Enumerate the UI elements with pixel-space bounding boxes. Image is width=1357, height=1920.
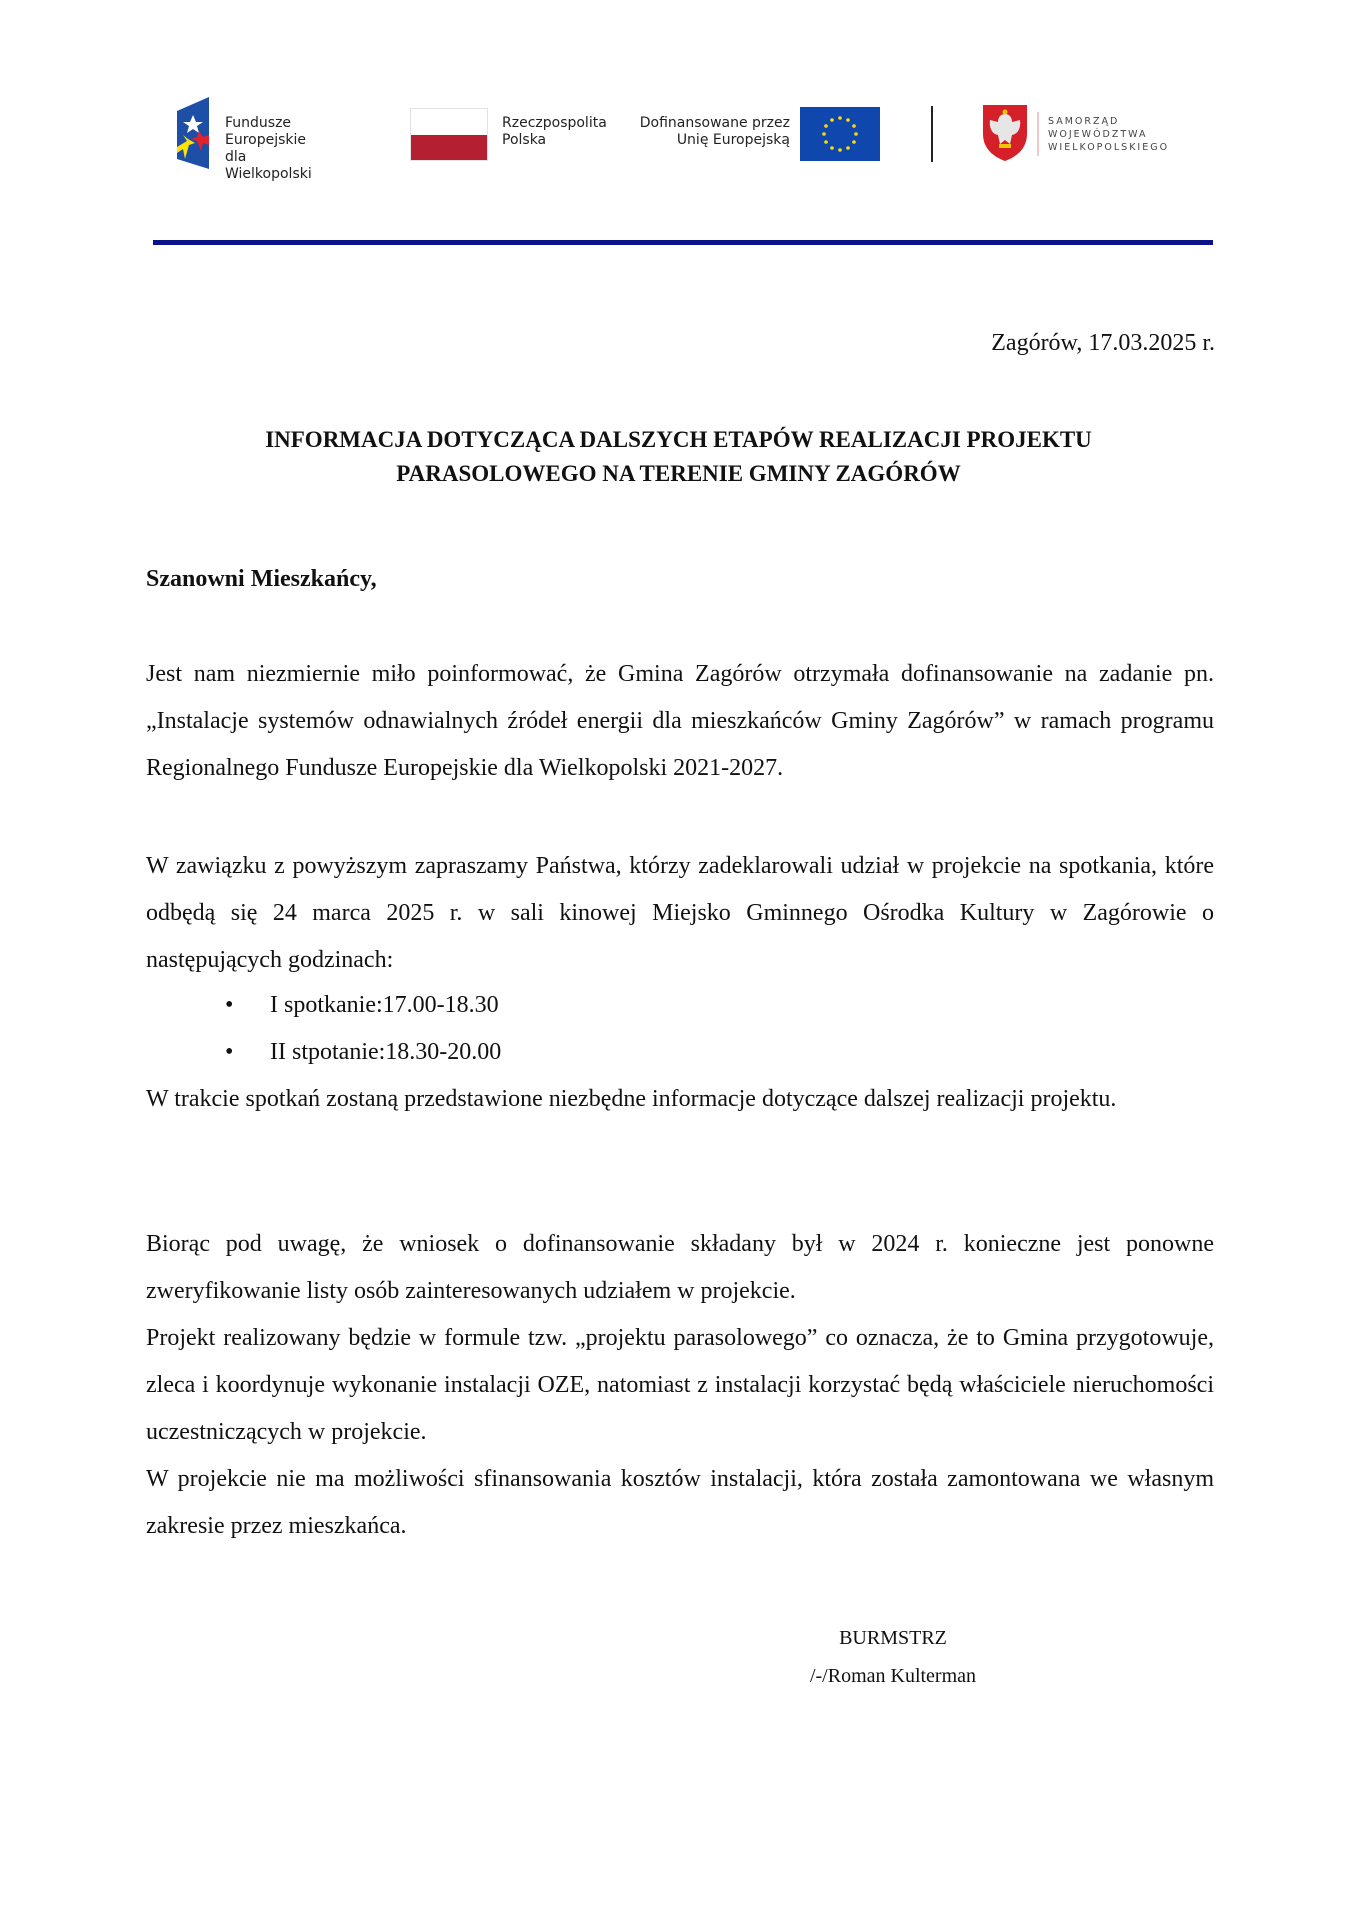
header-divider [153,240,1213,245]
eu-line1: Dofinansowane przez [639,115,790,131]
paragraph-meeting-info [146,1076,1214,1123]
eu-logo-text [600,115,790,149]
signature-name: /-/Roman Kulterman [809,1665,977,1687]
pl-line1: Rzeczpospolita [502,115,607,131]
logo-separator [931,106,933,162]
signature-role: BURMSTRZ [839,1627,947,1649]
meeting-item: • I spotkanie:17.00-18.30 [225,982,501,1029]
document-title [140,423,1217,491]
fe-logo-icon [175,97,211,169]
paragraph-details [146,1221,1214,1550]
sww-line2: WOJEWÓDZTWA [1048,129,1148,140]
greeting: Szanowni Mieszkańcy, [146,566,377,592]
eu-flag-icon [800,107,880,161]
meeting-item: • II stpotanie:18.30-20.00 [225,1029,501,1076]
sww-logo-text [1048,115,1169,154]
sww-line3: WIELKOPOLSKIEGO [1048,142,1170,153]
fe-logo-text [225,115,312,183]
fe-line1: Fundusze Europejskie [225,115,307,148]
document-date: Zagórów, 17.03.2025 r. [991,330,1215,356]
poland-flag-icon [410,108,488,161]
pl-line2: Polska [502,132,547,148]
paragraph-umbrella-project: Projekt realizowany będzie w formule tzw. „projektu parasolowego” co oznacza, że to Gmina przygotowuje, zleca i koordynuje wykonanie instalacji OZE, natomiast z instalacji korzystać będą właściciele nieruchomości uczestniczących w projekcie. [146,1325,1214,1445]
fe-line2: dla Wielkopolski [225,149,312,182]
wielkopolska-crest-icon [982,104,1028,162]
paragraph-cost-exclusion: W projekcie nie ma możliwości sfinansowania kosztów instalacji, która została zamontowana we własnym zakresie przez mieszkańca. [146,1466,1214,1539]
paragraph-verification: Biorąc pod uwagę, że wniosek o dofinansowanie składany był w 2024 r. konieczne jest ponowne zweryfikowanie listy osób zainteresowanych udziałem w projekcie. [146,1231,1214,1304]
pl-logo-text [502,115,607,149]
sww-line1: SAMORZĄD [1048,116,1120,127]
eu-line2: Unię Europejską [676,132,790,148]
paragraph-invitation [146,843,1214,984]
paragraph-meeting-info-text: W trakcie spotkań zostaną przedstawione niezbędne informacje dotyczące dalszej realizacji projektu. [146,1086,1117,1112]
title-line2: PARASOLOWEGO NA TERENIE GMINY ZAGÓRÓW [396,461,961,486]
paragraph-funding [146,651,1214,792]
paragraph-funding-text: Jest nam niezmiernie miło poinformować, że Gmina Zagórów otrzymała dofinansowanie na zadanie pn. „Instalacje systemów odnawialnych źródeł energii dla mieszkańców Gminy Zagórów” w ramach programu Regionalnego Fundusze Europejskie dla Wielkopolski 2021-2027. [146,661,1214,781]
meeting-times-list [225,982,501,1076]
title-line1: INFORMACJA DOTYCZĄCA DALSZYCH ETAPÓW REALIZACJI PROJEKTU [265,427,1092,452]
paragraph-invitation-text: W zawiązku z powyższym zapraszamy Państwa, którzy zadeklarowali udział w projekcie na spotkania, które odbędą się 24 marca 2025 r. w sali kinowej Miejsko Gminnego Ośrodka Kultury w Zagórowie o następujących godzinach: [146,853,1214,973]
crest-separator [1037,112,1039,156]
